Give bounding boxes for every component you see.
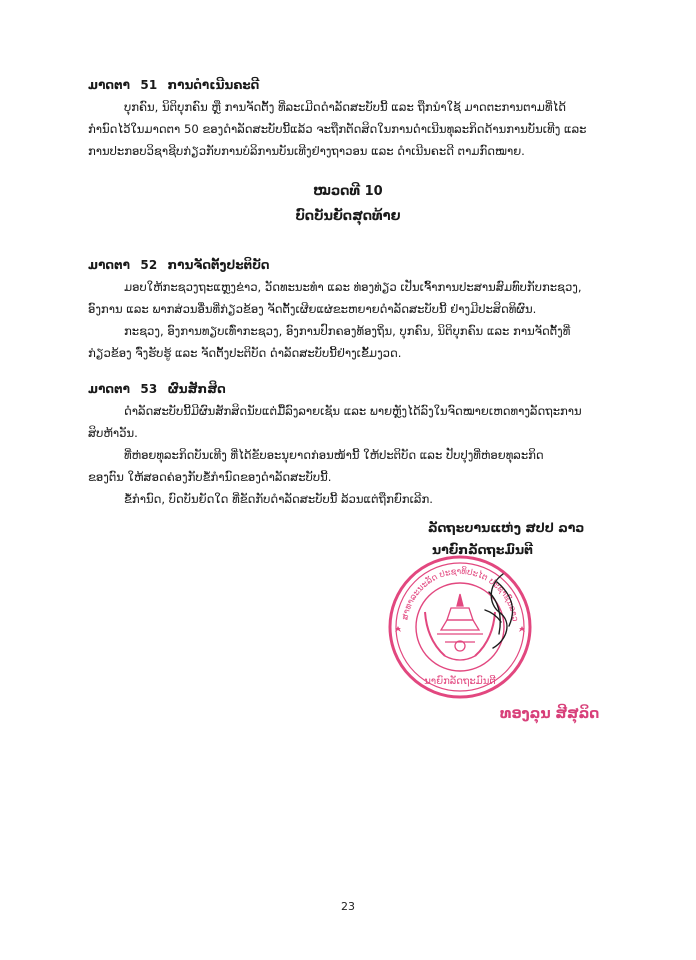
- article-53-heading: [88, 382, 226, 396]
- article-number: 53: [140, 382, 158, 396]
- article-53-line: ຂໍ້ກຳນົດ, ບົດບັນຍັດໃດ ທີ່ຂັດກັບດຳລັດສະບັບນີ້ ລ້ວນແຕ່ຖືກຍົກເລີກ.: [124, 492, 433, 506]
- article-52-heading: [88, 258, 270, 272]
- article-53-line: ຂອງຕົນ ໃຫ້ສອດຄ່ອງກັບຂໍ້ກຳນົດຂອງດຳລັດສະບັບນີ້.: [88, 470, 332, 484]
- signatory-name: ທອງລຸນ ສີສຸລິດ: [500, 706, 600, 722]
- article-52-line: ກ່ຽວຂ້ອງ ຈົ່ງຮັບຮູ້ ແລະ ຈັດຕັ້ງປະຕິບັດ ດຳລັດສະບັບນີ້ຢ່າງເຂັ້ມງວດ.: [88, 346, 402, 360]
- chapter-title: ບົດບັນຍັດສຸດທ້າຍ: [295, 209, 401, 224]
- article-number: 52: [140, 258, 158, 272]
- article-53-line: ດຳລັດສະບັບນີ້ມີຜົນສັກສິດນັບແຕ່ມື້ລົງລາຍເຊັນ ແລະ ພາຍຫຼັງໄດ້ລົງໃນຈົດໝາຍເຫດທາງລັດຖະການ: [124, 404, 582, 418]
- article-label: ມາດຕາ: [88, 258, 131, 272]
- article-title: ການດຳເນີນຄະດີ: [167, 78, 260, 92]
- article-51-line: ກຳນົດໄວ້ໃນມາດຕາ 50 ຂອງດຳລັດສະບັບນີ້ແລ້ວ ຈະຖືກຕັດສິດໃນການດຳເນີນທຸລະກິດດ້ານການບັນເທີງ ແລະ: [88, 122, 587, 136]
- article-label: ມາດຕາ: [88, 382, 131, 396]
- article-51-heading: [88, 78, 259, 92]
- article-52-line: ອົງການ ແລະ ພາກສ່ວນອື່ນທີ່ກ່ຽວຂ້ອງ ຈັດຕັ້ງເຜີຍແຜ່ຂະຫຍາຍດຳລັດສະບັບນີ້ ຢ່າງມີປະສິດທິຜົນ.: [88, 302, 537, 316]
- article-51-line: ການປະກອບວິຊາຊີບກ່ຽວກັບການບໍລິການບັນເທີງຢ່າງຖາວອນ ແລະ ດຳເນີນຄະດີ ຕາມກົດໝາຍ.: [88, 144, 525, 158]
- seal-ring-text: ສາທາລະນະລັດ ປະຊາທິປະໄຕ ປະຊາຊົນລາວ: [400, 566, 520, 623]
- article-52-line: ມອບໃຫ້ກະຊວງຖະແຫຼງຂ່າວ, ວັດທະນະທຳ ແລະ ທ່ອງທ່ຽວ ເປັນເຈົ້າການປະສານສົມທົບກັບກະຊວງ,: [124, 280, 582, 294]
- article-52-line: ກະຊວງ, ອົງການທຽບເທົ່າກະຊວງ, ອົງການປົກຄອງທ້ອງຖິ່ນ, ບຸກຄົນ, ນິຕິບຸກຄົນ ແລະ ການຈັດຕັ້ງທີ່: [124, 324, 571, 338]
- star-icon: [395, 626, 525, 632]
- signature-position: ນາຍົກລັດຖະມົນຕີ: [432, 542, 533, 557]
- article-number: 51: [140, 78, 158, 92]
- article-51-line: ບຸກຄົນ, ນິຕິບຸກຄົນ ຫຼື ການຈັດຕັ້ງ ທີ່ລະເມີດດຳລັດສະບັບນີ້ ແລະ ຖືກນຳໃຊ້ ມາດຕະການຕາມທີ່ໄດ້: [124, 100, 567, 114]
- article-53-line: ທີ່ຫ່ອຍທຸລະກິດບັນເທີງ ທີ່ໄດ້ຂັບອະນຸຍາດກ່ອນໜ້ານີ້ ໃຫ້ປະຕິບັດ ແລະ ປັບປຸງທີ່ຫ່ອຍທຸລະກິດ: [124, 448, 544, 462]
- seal-bottom-text: ນາຍົກລັດຖະມົນຕີ: [424, 676, 496, 687]
- article-53-line: ສິບຫ້າວັນ.: [88, 426, 138, 440]
- article-title: ຜົນສັກສິດ: [167, 382, 226, 396]
- page-number: 23: [341, 900, 355, 913]
- article-label: ມາດຕາ: [88, 78, 131, 92]
- article-title: ການຈັດຕັ້ງປະຕິບັດ: [167, 258, 270, 272]
- signature-office: ລັດຖະບານແຫ່ງ ສປປ ລາວ: [428, 520, 585, 535]
- official-seal: [385, 552, 535, 702]
- emblem-icon: [425, 594, 495, 660]
- chapter-number: ໝວດທີ 10: [313, 184, 383, 199]
